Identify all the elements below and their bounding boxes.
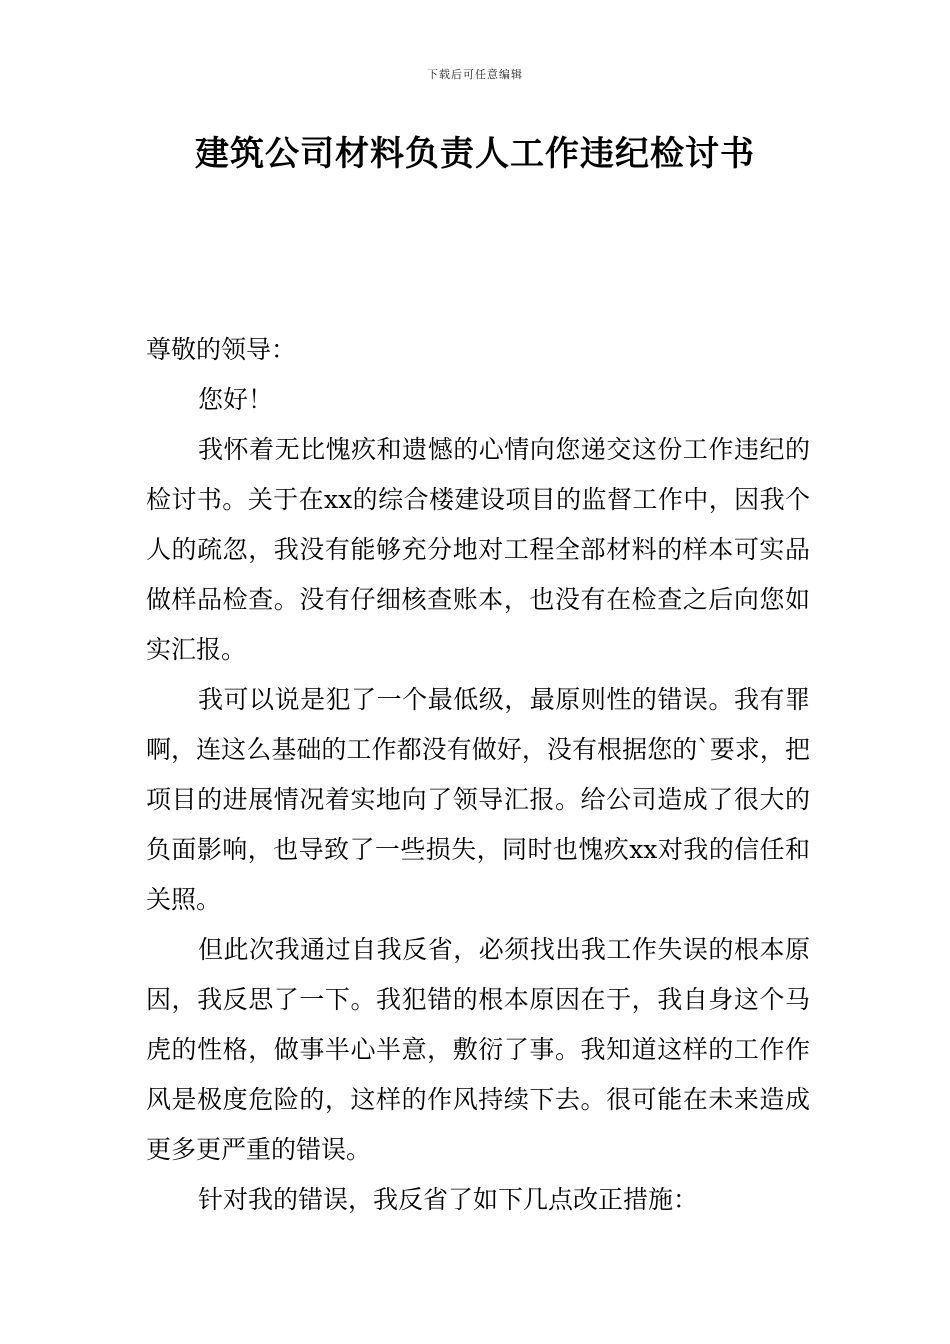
paragraph-3: 但此次我通过自我反省，必须找出我工作失误的根本原因，我反思了一下。我犯错的根本原因在于，我自身这个马虎的性格，做事半心半意，敷衍了事。我知道这样的工作作风是极度危险的，这样的作风持续下去。很可能在未来造成更多更严重的错误。 bbox=[146, 935, 810, 1164]
salutation: 尊敬的领导： bbox=[146, 335, 297, 364]
paragraph-4: 针对我的错误，我反省了如下几点改正措施： bbox=[198, 1185, 699, 1214]
letter-body bbox=[146, 325, 810, 1225]
greeting: 您好！ bbox=[198, 385, 274, 414]
document-title: 建筑公司材料负责人工作违纪检讨书 bbox=[195, 134, 755, 174]
header-note: 下载后可任意编辑 bbox=[427, 68, 523, 81]
paragraph-2: 我可以说是犯了一个最低级，最原则性的错误。我有罪啊，连这么基础的工作都没有做好，没有根据您的`要求，把项目的进展情况着实地向了领导汇报。给公司造成了很大的负面影响，也导致了一些损失，同时也愧疚xx对我的信任和关照。 bbox=[146, 685, 810, 914]
paragraph-1: 我怀着无比愧疚和遗憾的心情向您递交这份工作违纪的检讨书。关于在xx的综合楼建设项目的监督工作中，因我个人的疏忽，我没有能够充分地对工程全部材料的样本可实品做样品检查。没有仔细核查账本，也没有在检查之后向您如实汇报。 bbox=[146, 435, 810, 664]
